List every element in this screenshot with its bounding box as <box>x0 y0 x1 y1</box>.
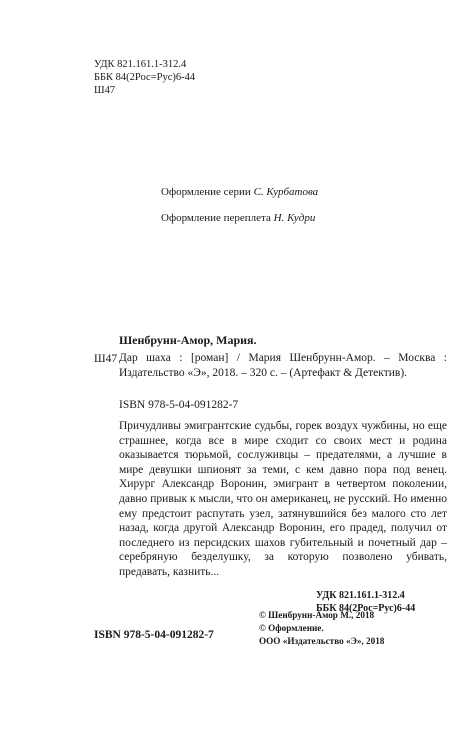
series-design-credit <box>161 186 318 198</box>
copyright-design: © Оформление. <box>259 623 324 633</box>
footer-isbn: ISBN 978-5-04-091282-7 <box>94 629 214 641</box>
record-author: Шенбрунн-Амор, Мария. <box>119 333 257 347</box>
record-isbn: ISBN 978-5-04-091282-7 <box>119 399 239 411</box>
annotation <box>119 419 447 580</box>
series-design-label: Оформление серии <box>161 186 251 198</box>
series-designer: С. Курбатова <box>253 186 319 198</box>
cover-designer: Н. Кудри <box>273 212 316 224</box>
copyright-publisher: ООО «Издательство «Э», 2018 <box>259 636 385 646</box>
record-udk: УДК 821.161.1-312.4 <box>316 590 405 601</box>
annotation-text: Причудливы эмигрантские судьбы, горек воздух чужбины, но еще страшнее, когда все в мире сходит со своих мест и родина оказывается тюрьмой, сослуживцы – предателями, а лучшие в мире девушки шпионят за теми, с кем давно пора под венец. Хирург Александр Воронин, эмигрант в четвертом поколении, давно привык к мысли, что он американец, не русский. Но именно ему предстоит распутать узел, затянувшийся без малого сто лет назад, когда другой Александр Воронин, его прадед, получил от последнего из персидских шахов губительный и почетный дар – серебряную безделушку, за которую позволено убивать, предавать, казнить... <box>119 420 447 578</box>
record-bbk: ББК 84(2Рос=Рус)6-44 <box>316 603 416 614</box>
udk-code: УДК 821.161.1-312.4 <box>94 59 187 70</box>
cover-design-credit <box>161 212 315 224</box>
classification-block <box>94 58 195 97</box>
record-author-sign: Ш47 <box>94 353 118 365</box>
copyright-author: © Шенбрунн-Амор М., 2018 <box>259 610 375 620</box>
bbk-code: ББК 84(2Рос=Рус)6-44 <box>94 72 196 83</box>
cover-design-label: Оформление переплета <box>161 212 271 224</box>
author-sign: Ш47 <box>94 85 116 96</box>
bibliographic-description: Дар шаха : [роман] / Мария Шенбрунн-Амор. – Москва : Издательство «Э», 2018. – 320 с. – (Артефакт & Детектив). <box>119 352 447 379</box>
copyright-block <box>259 609 384 648</box>
